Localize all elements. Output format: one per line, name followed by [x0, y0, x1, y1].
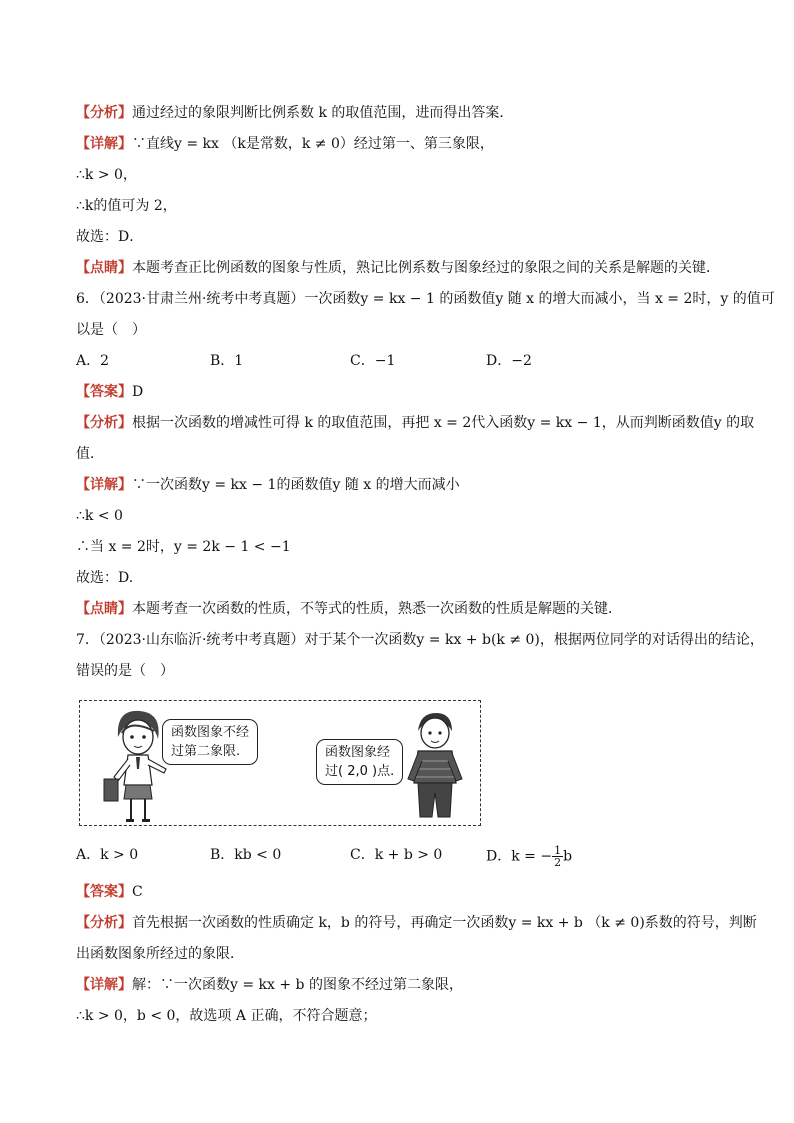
- analysis-tag: 【分析】: [76, 415, 132, 431]
- answer-value: C: [132, 884, 143, 900]
- q7-analysis: [76, 913, 757, 933]
- boy-speech-bubble: [316, 739, 403, 785]
- option-d-tail: b: [563, 848, 573, 865]
- prev-detail: [76, 134, 494, 154]
- boy-speech-line-1: 函数图象经: [325, 745, 391, 760]
- analysis-tag: 【分析】: [76, 105, 132, 121]
- q6-stem-line-2: 以是（ ）: [76, 322, 146, 338]
- q6-detail: [76, 475, 460, 495]
- girl-speech-bubble: [162, 719, 258, 765]
- q7-option-d: [486, 845, 572, 868]
- detail-text: ∵一次函数y = kx − 1的函数值y 随 x 的增大而减小: [132, 477, 460, 493]
- q6-option-d: D．−2: [486, 353, 532, 369]
- detail-text: ∵直线y = kx （k是常数，k ≠ 0）经过第一、第三象限，: [132, 136, 494, 152]
- q7-stem-line-1: 7．（2023·山东临沂·统考中考真题）对于某个一次函数y = kx + b(k ≠ 0)，根据两位同学的对话得出的结论，: [76, 632, 764, 648]
- analysis-text: 根据一次函数的增减性可得 k 的取值范围，再把 x = 2代入函数y = kx − 1，从而判断函数值y 的取: [132, 415, 755, 431]
- dialogue-figure: [79, 700, 481, 826]
- analysis-text: 首先根据一次函数的性质确定 k，b 的符号，再确定一次函数y = kx + b （k ≠ 0)系数的符号，判断: [132, 915, 757, 931]
- prev-comment: [76, 258, 720, 278]
- q6-answer: [76, 382, 143, 402]
- answer-tag: 【答案】: [76, 884, 132, 900]
- option-d-prefix: D．k = −: [486, 848, 553, 865]
- prev-detail-line-2: ∴k > 0，: [76, 167, 137, 183]
- prev-analysis: [76, 103, 513, 123]
- q7-detail-line-2: ∴k > 0，b < 0，故选项 A 正确，不符合题意；: [76, 1008, 377, 1024]
- girl-speech-line-1: 函数图象不经: [171, 725, 250, 740]
- answer-value: D: [132, 384, 144, 400]
- boy-speech-line-2: 过( 2,0 )点.: [325, 764, 395, 779]
- comment-text: 本题考查正比例函数的图象与性质，熟记比例系数与图象经过的象限之间的关系是解题的关键．: [132, 260, 720, 276]
- q6-stem-line-1: 6．（2023·甘肃兰州·统考中考真题）一次函数y = kx − 1 的函数值y 随 x 的增大而减小，当 x = 2时，y 的值可: [76, 291, 775, 307]
- q7-answer: [76, 882, 143, 902]
- q6-detail-line-3: ∴当 x = 2时，y = 2k − 1 < −1: [76, 539, 291, 555]
- q6-option-c: C．−1: [350, 353, 396, 369]
- prev-choose: 故选：D．: [76, 229, 144, 245]
- q7-option-c: C．k + b > 0: [350, 847, 443, 863]
- q7-stem-line-2: 错误的是（ ）: [76, 663, 174, 679]
- q7-detail: [76, 975, 463, 995]
- q7-analysis-line-2: 出函数图象所经过的象限．: [76, 946, 244, 962]
- q7-option-b: B．kb < 0: [210, 847, 282, 863]
- detail-tag: 【详解】: [76, 136, 132, 152]
- fraction-denominator: 2: [554, 856, 562, 869]
- q6-comment: [76, 599, 622, 619]
- detail-tag: 【详解】: [76, 477, 132, 493]
- q6-analysis: [76, 413, 754, 433]
- detail-tag: 【详解】: [76, 977, 132, 993]
- comment-text: 本题考查一次函数的性质，不等式的性质，熟悉一次函数的性质是解题的关键．: [132, 601, 622, 617]
- q6-option-b: B．1: [210, 353, 244, 369]
- fraction-numerator: 1: [554, 844, 562, 857]
- q6-detail-line-2: ∴k < 0: [76, 508, 123, 524]
- prev-detail-line-3: ∴k的值可为 2，: [76, 198, 177, 214]
- q6-option-a: A．2: [76, 353, 110, 369]
- analysis-tag: 【分析】: [76, 915, 132, 931]
- q6-analysis-line-2: 值．: [76, 446, 104, 462]
- detail-text: 解：∵一次函数y = kx + b 的图象不经过第二象限，: [132, 977, 463, 993]
- analysis-text: 通过经过的象限判断比例系数 k 的取值范围，进而得出答案．: [132, 105, 514, 121]
- q6-choose: 故选：D.: [76, 570, 134, 586]
- comment-tag: 【点睛】: [76, 601, 132, 617]
- answer-tag: 【答案】: [76, 384, 132, 400]
- boy-illustration: [402, 709, 468, 823]
- option-d-fraction: [552, 845, 563, 868]
- comment-tag: 【点睛】: [76, 260, 132, 276]
- q7-option-a: A．k > 0: [76, 847, 139, 863]
- girl-speech-line-2: 过第二象限.: [171, 744, 241, 759]
